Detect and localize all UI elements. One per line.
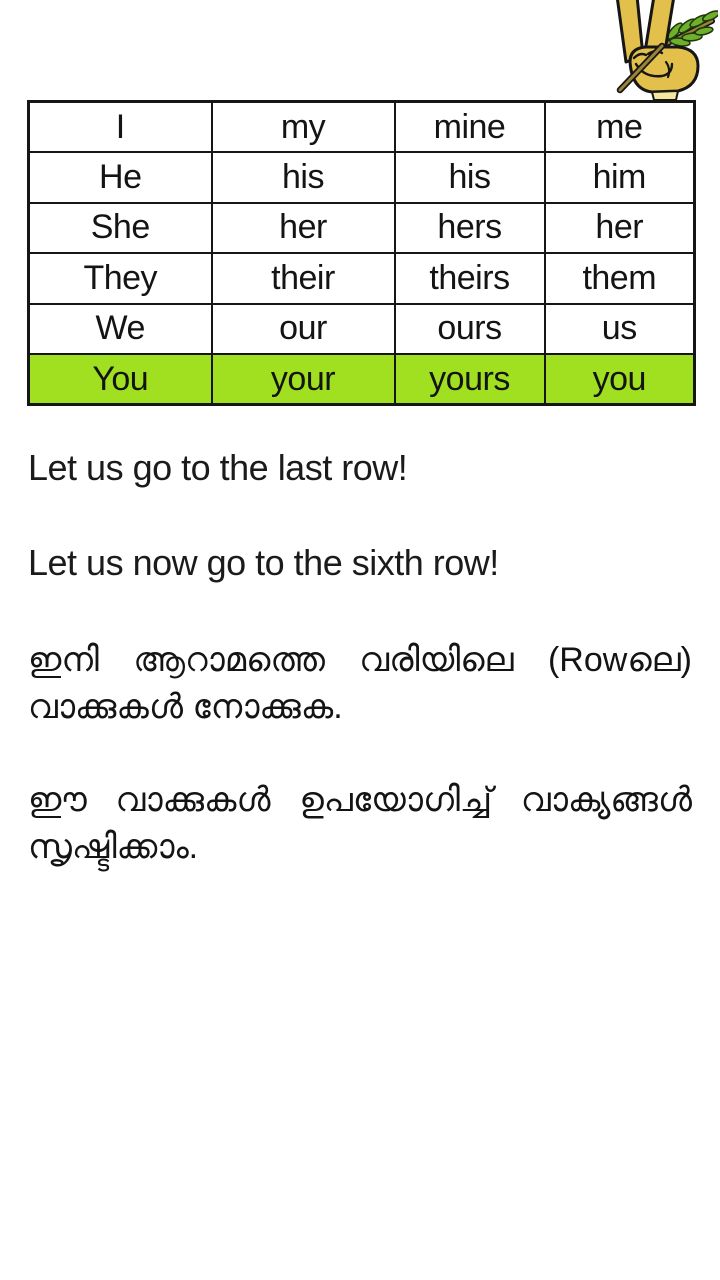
table-cell: my: [212, 102, 395, 153]
paragraph-english-1: [28, 449, 692, 487]
table-cell: us: [545, 304, 695, 355]
peace-hand-olive-branch-icon: [606, 0, 718, 100]
table-cell: him: [545, 152, 695, 203]
table-cell: her: [212, 203, 395, 254]
text-line: ഈ വാക്കുകൾ ഉപയോഗിച്ച് വാക്യങ്ങൾ: [28, 781, 692, 819]
text-line: Let us now go to the sixth row!: [28, 542, 499, 583]
table-cell: mine: [395, 102, 545, 153]
paragraph-malayalam-2: [28, 777, 692, 871]
table-row: [29, 253, 695, 304]
table-cell: them: [545, 253, 695, 304]
text-line: വാക്കുകൾ നോക്കുക.: [28, 688, 343, 726]
table-cell: our: [212, 304, 395, 355]
table-cell: your: [212, 354, 395, 405]
table-cell: his: [212, 152, 395, 203]
table-cell: He: [29, 152, 212, 203]
text-line: ഇനി ആറാമത്തെ വരിയിലെ (Rowലെ): [28, 641, 692, 679]
table-row: [29, 203, 695, 254]
table-row: [29, 152, 695, 203]
table-row: [29, 304, 695, 355]
table-cell: I: [29, 102, 212, 153]
table-row: [29, 102, 695, 153]
table-cell: She: [29, 203, 212, 254]
paragraph-malayalam-1: [28, 637, 692, 731]
text-line: Let us go to the last row!: [28, 447, 408, 488]
table-cell: yours: [395, 354, 545, 405]
table-cell: their: [212, 253, 395, 304]
table-cell: ours: [395, 304, 545, 355]
table-cell: theirs: [395, 253, 545, 304]
table-cell: They: [29, 253, 212, 304]
text-line: സൃഷ്ടിക്കാം.: [28, 828, 199, 866]
table-cell: you: [545, 354, 695, 405]
table-cell: We: [29, 304, 212, 355]
table-cell: me: [545, 102, 695, 153]
wrist-cuff: [652, 91, 678, 100]
table-cell: You: [29, 354, 212, 405]
table-cell: his: [395, 152, 545, 203]
table-cell: hers: [395, 203, 545, 254]
pronoun-table: [27, 100, 696, 406]
paragraph-english-2: [28, 544, 692, 582]
table-row-highlighted: [29, 354, 695, 405]
table-cell: her: [545, 203, 695, 254]
